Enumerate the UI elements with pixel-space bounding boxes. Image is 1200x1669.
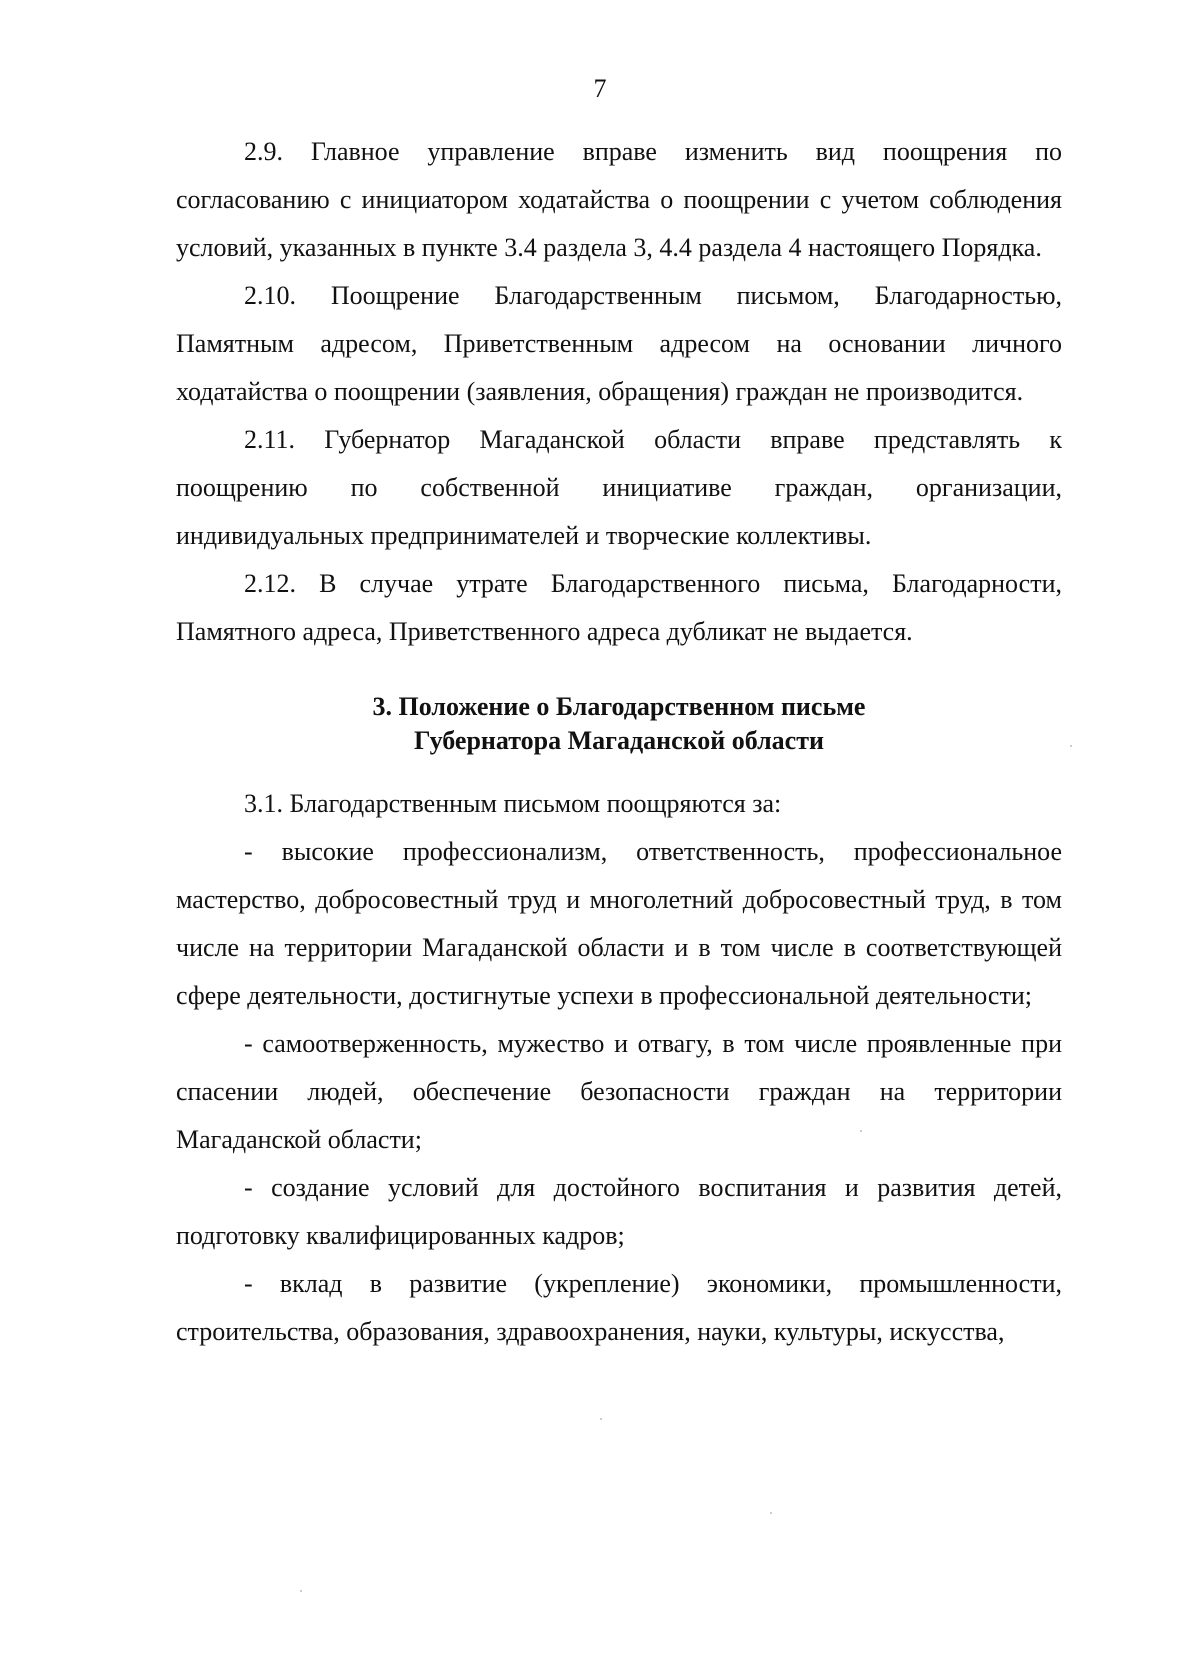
paragraph-2-11: 2.11. Губернатор Магаданской области вправе представлять к поощрению по собственной инициативе граждан, организации, индивидуальных предпринимателей и творческие коллективы. — [176, 425, 1062, 550]
document-body — [176, 128, 1062, 1356]
section-3-heading — [176, 690, 1062, 758]
list-item-education: - создание условий для достойного воспитания и развития детей, подготовку квалифицированных кадров; — [176, 1173, 1062, 1250]
paragraph-2-9: 2.9. Главное управление вправе изменить вид поощрения по согласованию с инициатором ходатайства о поощрении с учетом соблюдения условий, указанных в пункте 3.4 раздела 3, 4.4 раздела 4 настоящего Порядка. — [176, 137, 1062, 262]
scan-speck — [300, 1590, 302, 1592]
list-item-contribution: - вклад в развитие (укрепление) экономики, промышленности, строительства, образования, здравоохранения, науки, культуры, искусства, — [176, 1269, 1062, 1346]
scan-speck — [770, 1512, 772, 1514]
section-heading-line-1: 3. Положение о Благодарственном письме — [372, 692, 866, 721]
scan-speck — [860, 1130, 862, 1132]
list-item-professionalism: - высокие профессионализм, ответственность, профессиональное мастерство, добросовестный труд и многолетний добросовестный труд, в том числе на территории Магаданской области и в том числе в соответствующей сфере деятельности, достигнутые успехи в профессиональной деятельности; — [176, 837, 1062, 1010]
paragraph-2-12: 2.12. В случае утрате Благодарственного письма, Благодарности, Памятного адреса, Приветственного адреса дубликат не выдается. — [176, 569, 1062, 646]
scan-speck — [600, 1418, 602, 1420]
paragraph-3-1: 3.1. Благодарственным письмом поощряются за: — [244, 789, 782, 818]
section-heading-line-2: Губернатора Магаданской области — [414, 726, 824, 755]
scan-speck — [1070, 745, 1072, 747]
page-number: 7 — [593, 74, 607, 103]
list-item-courage: - самоотверженность, мужество и отвагу, в том числе проявленные при спасении людей, обеспечение безопасности граждан на территории Магаданской области; — [176, 1029, 1062, 1154]
paragraph-2-10: 2.10. Поощрение Благодарственным письмом, Благодарностью, Памятным адресом, Приветственным адресом на основании личного ходатайства о поощрении (заявления, обращения) граждан не производится. — [176, 281, 1062, 406]
